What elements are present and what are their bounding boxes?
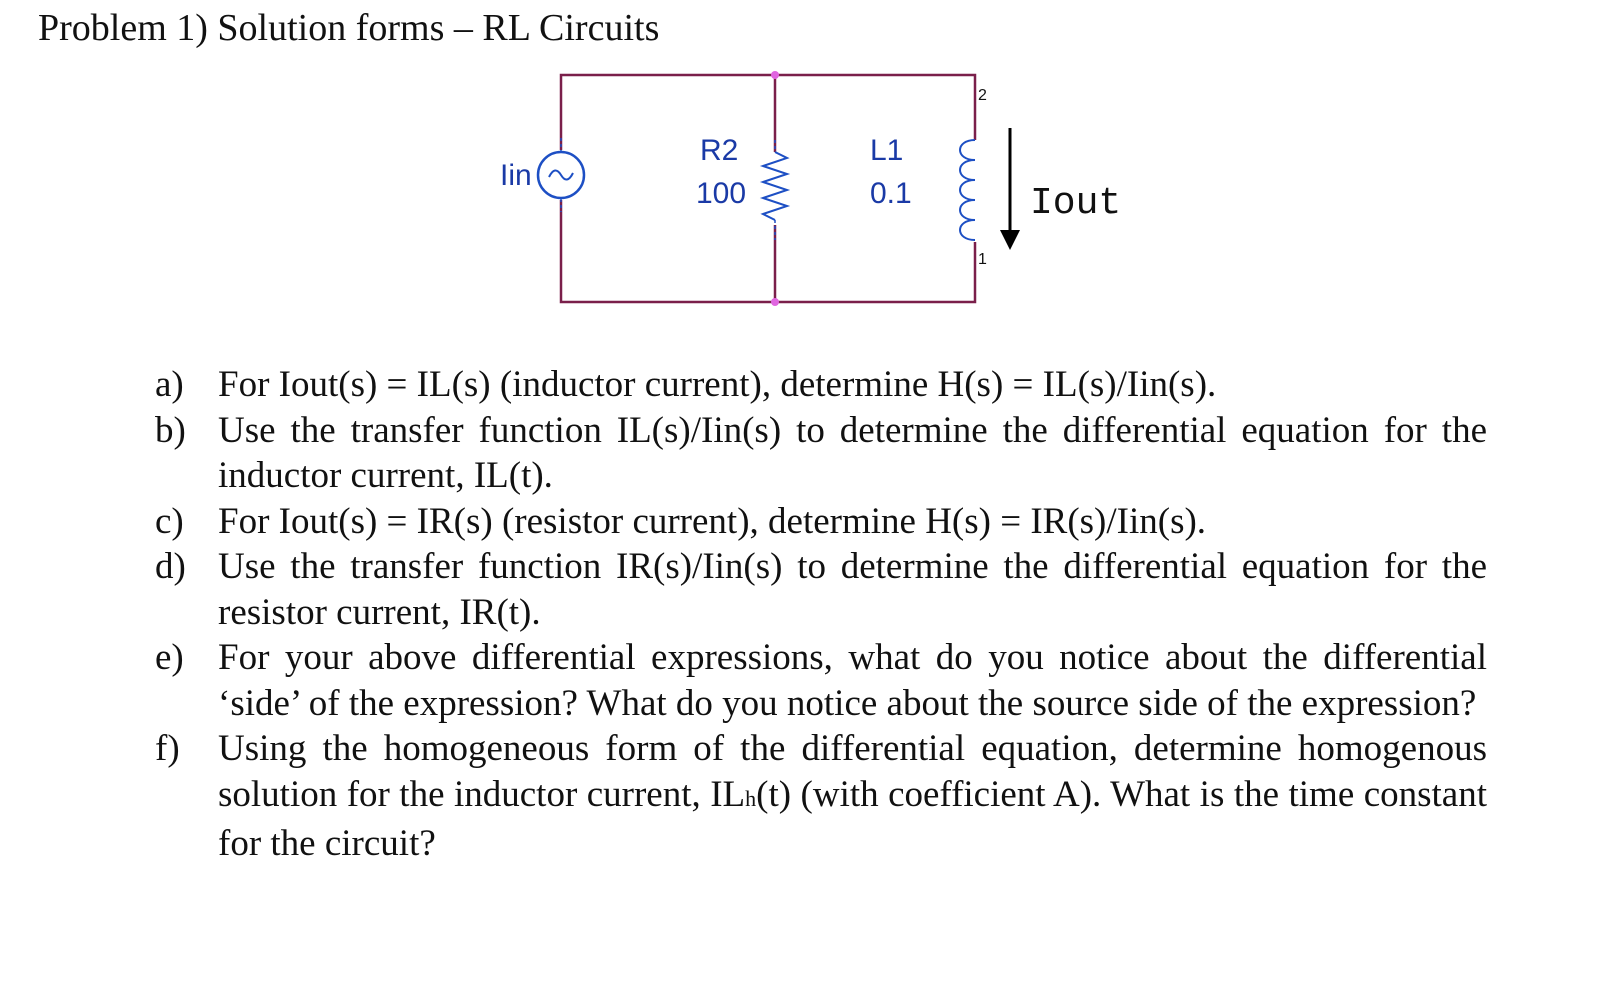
current-arrow-icon bbox=[1000, 128, 1020, 250]
question-label: b) bbox=[155, 409, 186, 451]
output-label: Iout bbox=[1030, 182, 1122, 225]
question-text-before: Using the homogeneous form of the differential equation, determine homogenous solution for the inductor current, IL bbox=[218, 728, 1487, 815]
resistor-name: R2 bbox=[700, 134, 739, 167]
question-b bbox=[155, 408, 1487, 499]
inductor-icon bbox=[960, 140, 975, 240]
inductor-value: 0.1 bbox=[870, 177, 912, 210]
question-text: For Iout(s) = IL(s) (inductor current), determine H(s) = IL(s)/Iin(s). bbox=[218, 364, 1217, 405]
bottom-node-dot bbox=[771, 298, 779, 306]
question-text: Use the transfer function IR(s)/Iin(s) to determine the differential equation for the resistor current, IR(t). bbox=[218, 546, 1487, 633]
source-label: Iin bbox=[500, 159, 532, 192]
question-text bbox=[218, 726, 1487, 867]
subscript-h: h bbox=[745, 785, 757, 811]
inductor-name: L1 bbox=[870, 134, 904, 167]
resistor-value: 100 bbox=[696, 177, 747, 210]
question-text: For your above differential expressions, what do you notice about the differential ‘side’ of the expression? What do you notice about the source side of the expression? bbox=[218, 637, 1487, 724]
question-d bbox=[155, 544, 1487, 635]
question-label: d) bbox=[155, 546, 186, 587]
question-f bbox=[155, 726, 1487, 867]
rl-circuit-diagram bbox=[0, 0, 1606, 340]
question-label: f) bbox=[155, 728, 180, 769]
question-label: e) bbox=[155, 637, 184, 678]
node-label-2: 2 bbox=[978, 87, 987, 104]
node-label-1: 1 bbox=[978, 251, 987, 268]
top-node-dot bbox=[771, 71, 779, 79]
question-text: For Iout(s) = IR(s) (resistor current), determine H(s) = IR(s)/Iin(s). bbox=[218, 500, 1207, 542]
question-text-after: (t) (with coefficient A). What is the time constant for the circuit? bbox=[218, 773, 1488, 864]
question-e bbox=[155, 635, 1487, 726]
problem-title: Problem 1) Solution forms – RL Circuits bbox=[38, 7, 660, 49]
question-a bbox=[155, 362, 1487, 408]
question-text: Use the transfer function IL(s)/Iin(s) to determine the differential equation for the inductor current, IL(t). bbox=[218, 409, 1487, 496]
circuit-wires bbox=[561, 75, 975, 302]
question-list bbox=[155, 362, 1487, 867]
question-label: a) bbox=[155, 364, 184, 405]
question-c bbox=[155, 499, 1487, 545]
question-label: c) bbox=[155, 500, 184, 542]
